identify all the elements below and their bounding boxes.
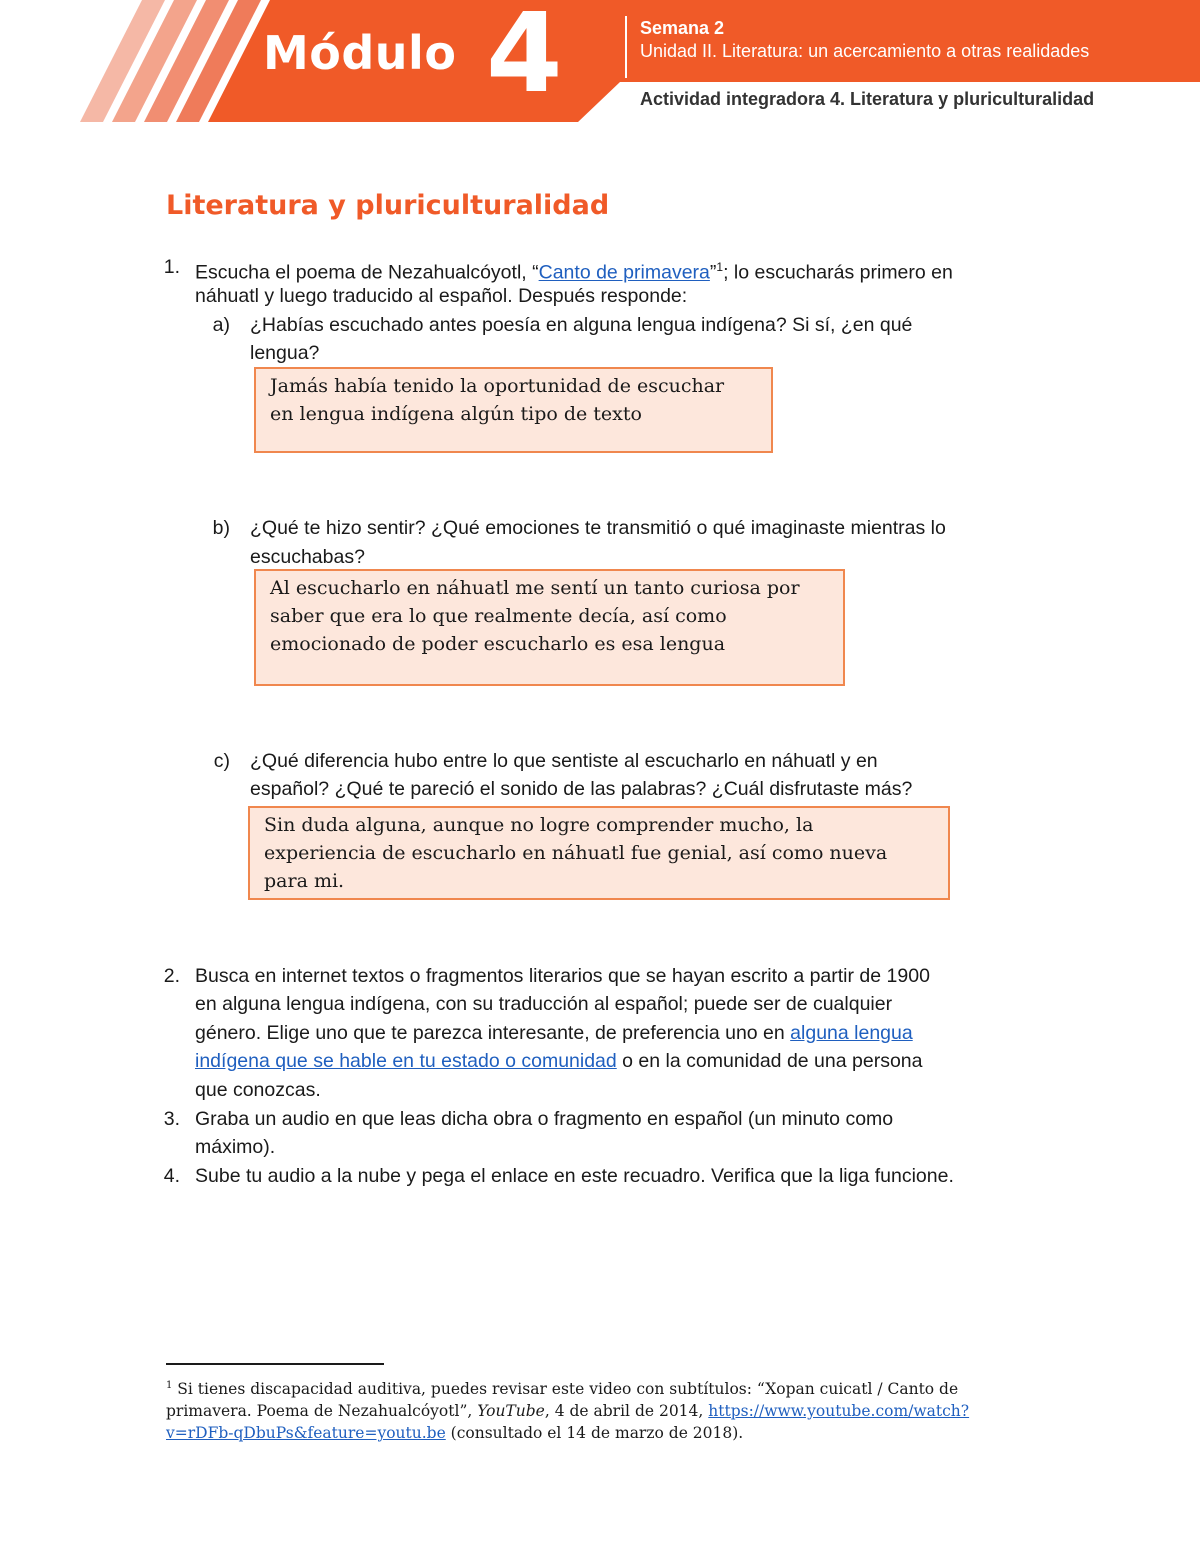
youtube-link[interactable]: https://www.youtube.com/watch? [708,1402,970,1421]
sub-question-a: lengua? [250,342,320,364]
answer-line: emocionado de poder escucharlo es esa lengua [270,633,726,655]
canto-de-primavera-link[interactable]: Canto de primavera [538,261,710,284]
footnote-line [166,1400,1046,1422]
question-2: que conozcas. [195,1079,321,1101]
footnote-text: Si tienes discapacidad auditiva, puedes revisar este video con subtítulos: “Xopan cuicatl / Canto de [172,1380,959,1399]
question-2 [195,1047,922,1076]
sub-question-c: ¿Qué diferencia hubo entre lo que sentiste al escucharlo en náhuatl y en [250,750,878,772]
answer-line: Al escucharlo en náhuatl me sentí un tanto curiosa por [270,577,800,599]
sub-question-c: español? ¿Qué te pareció el sonido de las palabras? ¿Cuál disfrutaste más? [250,778,913,800]
sub-letter: b) [212,517,230,539]
question-text: Escucha el poema de Nezahualcóyotl, “ [195,261,539,284]
question-text: náhuatl y luego traducido al español. Después responde: [195,285,688,307]
sub-question-b: escuchabas? [250,546,365,568]
footnote-separator [166,1363,384,1365]
answer-box-c[interactable] [248,806,950,900]
week-label: Semana 2 [640,18,725,38]
footnote-number: 1 [166,1380,173,1391]
question-2: Busca en internet textos o fragmentos literarios que se hayan escrito a partir de 1900 [195,965,930,987]
answer-line: Sin duda alguna, aunque no logre comprender mucho, la [264,814,814,836]
footnote [166,1375,1046,1444]
item-number: 2. [163,965,180,987]
youtube-link[interactable]: v=rDFb-qDbuPs&feature=youtu.be [166,1424,446,1443]
module-number: 4 [486,0,563,117]
answer-line: Jamás había tenido la oportunidad de escuchar [270,375,725,397]
question-2: en alguna lengua indígena, con su traducción al español; puede ser de cualquier [195,993,893,1015]
lengua-indigena-link[interactable]: indígena que se hable en tu estado o comunidad [195,1050,617,1072]
question-2 [195,1019,913,1048]
answer-box-a[interactable] [254,367,773,453]
answer-line: para mi. [264,870,345,892]
answer-line: en lengua indígena algún tipo de texto [270,403,642,425]
sub-letter: c) [213,750,230,772]
answer-box-b[interactable] [254,569,845,686]
question-text: género. Elige uno que te parezca interesante, de preferencia uno en [195,1022,791,1044]
answer-line: saber que era lo que realmente decía, así como [270,605,727,627]
item-number: 3. [163,1108,180,1130]
item-number: 1. [163,256,180,278]
sub-letter: a) [212,314,230,336]
footnote-line [166,1422,1046,1444]
page-title: Literatura y pluriculturalidad [166,190,610,221]
unit-label: Unidad II. Literatura: un acercamiento a otras realidades [640,41,1090,61]
module-label: Módulo [263,26,457,80]
answer-line: experiencia de escucharlo en náhuatl fue genial, así como nueva [264,842,888,864]
footnote-text: primavera. Poema de Nezahualcóyotl”, [166,1402,478,1421]
sub-question-a: ¿Habías escuchado antes poesía en alguna lengua indígena? Si sí, ¿en qué [250,314,913,336]
question-3: máximo). [195,1136,276,1158]
sub-question-b: ¿Qué te hizo sentir? ¿Qué emociones te transmitió o qué imaginaste mientras lo [250,517,946,539]
question-3: Graba un audio en que leas dicha obra o fragmento en español (un minuto como [195,1108,894,1130]
footnote-source: YouTube [477,1402,545,1421]
question-text: ” [709,261,717,284]
footnote-text: (consultado el 14 de marzo de 2018). [445,1424,744,1443]
activity-title: Actividad integradora 4. Literatura y pluriculturalidad [640,89,1095,109]
item-number: 4. [163,1165,180,1187]
footnote-line [166,1375,1046,1400]
question-4: Sube tu audio a la nube y pega el enlace en este recuadro. Verifica que la liga funcione. [195,1165,954,1187]
question-text: o en la comunidad de una persona [616,1050,923,1072]
header-divider [625,16,627,78]
footnote-ref[interactable]: 1 [716,260,724,274]
question-text: ; lo escucharás primero en [723,261,953,284]
lengua-indigena-link[interactable]: alguna lengua [790,1022,913,1044]
footnote-text: , 4 de abril de 2014, [544,1402,709,1421]
